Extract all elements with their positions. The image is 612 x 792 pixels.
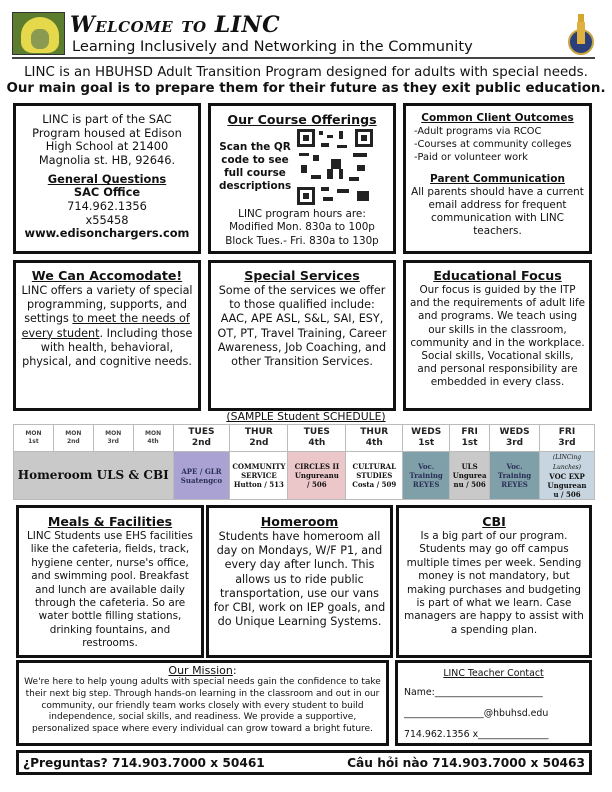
schedule-text: 4th (147, 438, 159, 445)
parent-communication-heading: Parent Communication (430, 173, 565, 185)
about-line: Program housed at Edison (32, 125, 182, 140)
accommodate-emphasis: to meet the needs of every student (21, 312, 190, 340)
schedule-text: MON (145, 430, 162, 437)
schedule-class-cell (173, 452, 230, 500)
hours-modified: Modified Mon. 830a to 100p (229, 221, 375, 234)
footer-bar (16, 750, 592, 775)
schedule-caption: (SAMPLE Student SCHEDULE) (226, 410, 386, 423)
schedule-text: (LINCing Lunches) (552, 454, 582, 471)
schedule-text: Training (497, 471, 532, 480)
schedule-class-cell (288, 452, 346, 500)
schedule-text: MON (25, 430, 42, 437)
office-phone: 714.962.1356 (67, 198, 147, 213)
mission-box (16, 660, 389, 746)
schedule-text: Voc. (418, 462, 435, 471)
schedule-header-cell (133, 425, 173, 452)
accommodate-text: . Including those with health, behavioral, physical, and cognitive needs. (22, 326, 193, 369)
about-line: Magnolia st. HB, 92646. (38, 152, 176, 167)
schedule-text: FRI (558, 427, 576, 437)
parent-communication-text: All parents should have a current email address for frequent communication with LINC teachers. (411, 186, 584, 237)
schedule-header-cell (53, 425, 93, 452)
schedule-text: TUES (188, 427, 215, 437)
schedule-text: APE / GLR (181, 466, 222, 476)
schedule-text: VOC EXP (549, 472, 585, 481)
intro-line-1: LINC is an HBUHSD Adult Transition Program designed for adults with special needs. (24, 65, 588, 80)
about-line: LINC is part of the SAC (42, 112, 172, 126)
schedule-header-cell (346, 425, 403, 452)
schedule-header-cell (450, 425, 490, 452)
trojan-logo (12, 12, 65, 55)
header-divider (12, 57, 595, 59)
schedule-class-cell (540, 452, 595, 500)
schedule-text: THUR (360, 427, 389, 437)
accommodate-box (13, 260, 201, 411)
courses-heading: Our Course Offerings (227, 112, 377, 127)
contact-email-field: _________________@hbuhsd.edu (404, 708, 549, 719)
about-box (13, 103, 201, 254)
schedule-text: TUES (303, 427, 330, 437)
accommodate-text: LINC offers a variety of special programming, supports, and settings (21, 284, 193, 326)
schedule-text: REYES (501, 480, 528, 489)
schedule-class-cell (230, 452, 288, 500)
schedule-class-cell (346, 452, 403, 500)
schedule-header-cell (93, 425, 133, 452)
cbi-box (396, 505, 592, 658)
focus-heading: Educational Focus (433, 268, 562, 283)
office-ext: x55458 (85, 212, 129, 227)
schedule-class-cell (14, 452, 174, 500)
schedule-text: u / 506 (553, 490, 581, 499)
schedule-text: 1st (461, 438, 478, 448)
schedule-header-cell (403, 425, 450, 452)
homeroom-heading: Homeroom (260, 514, 339, 529)
schedule-header-cell (173, 425, 230, 452)
schedule-text: Homeroom ULS & CBI (17, 468, 169, 482)
schedule-text: Suatengco (180, 475, 223, 485)
schedule-text: 2nd (249, 438, 269, 448)
schedule-text: Ungurea (452, 471, 487, 480)
outcome-item: -Paid or volunteer work (414, 152, 528, 163)
schedule-text: WEDS (411, 427, 442, 437)
meals-text: LINC Students use EHS facilities like the cafeteria, fields, track, hygiene center, nurse's office, and swimming pool. Breakfast and lunch are available daily through the cafeteria. So are water bottle filling stations, drinking fountains, and restrooms. (27, 530, 193, 650)
schedule-header-cell (230, 425, 288, 452)
schedule-text: 4th (365, 438, 383, 448)
cbi-text: Is a big part of our program. Students may go off campus multiple times per week. Sending money is not mandatory, but making purchases and budgeting is part of what we learn. Case managers are happy to assist with a spending plan. (404, 530, 584, 636)
schedule-text: FRI (461, 427, 478, 437)
accommodate-heading: We Can Accomodate! (31, 268, 183, 283)
hours-title: LINC program hours are: (238, 208, 366, 220)
schedule-text: THUR (244, 427, 273, 437)
schedule-text: Ungureanu (294, 471, 339, 480)
schedule-text: nu / 506 (453, 480, 486, 489)
schedule-text: MON (105, 430, 122, 437)
schedule-text: WEDS (499, 427, 530, 437)
schedule-text: COMMUNITY (232, 462, 286, 471)
outcomes-box (403, 103, 592, 254)
qr-code-icon[interactable] (297, 129, 373, 205)
schedule-text: STUDIES (356, 471, 393, 480)
schedule-text: 4th (308, 438, 326, 448)
schedule-text: 3rd (558, 438, 576, 448)
homeroom-text: Students have homeroom all day on Mondays, W/F P1, and every day after lunch. This allows us to ride public transportation, use our vans for CBI, work on IEP goals, and do Unique Learning Systems. (213, 530, 386, 629)
courses-box (208, 103, 396, 254)
homeroom-box (206, 505, 393, 658)
schedule-text: Hutton / 513 (233, 480, 284, 489)
schedule-text: Training (409, 471, 443, 480)
schedule-text: / 506 (307, 480, 327, 489)
cbi-heading: CBI (482, 514, 506, 529)
office-name: SAC Office (73, 185, 141, 200)
schedule-class-cell (450, 452, 490, 500)
services-box (208, 260, 396, 411)
schedule-class-cell (403, 452, 450, 500)
schedule-text: 3rd (107, 438, 119, 445)
schedule-text: 2nd (191, 438, 212, 448)
contact-phone-field: 714.962.1356 x_______________ (404, 729, 549, 740)
teacher-contact-box (395, 660, 592, 746)
vietnamese-line: Câu hỏi nào 714.903.7000 x 50463 (347, 755, 585, 770)
schedule-text: MON (65, 430, 82, 437)
mission-colon: : (232, 664, 237, 677)
schedule-header-cell (540, 425, 595, 452)
meals-box (16, 505, 204, 658)
schedule-text: REYES (412, 480, 440, 489)
schedule-header-cell (288, 425, 346, 452)
schedule-header-cell (14, 425, 54, 452)
schedule-text: Voc. (506, 462, 523, 471)
schedule-text: SERVICE (241, 471, 277, 480)
website-link[interactable]: www.edisonchargers.com (24, 226, 190, 241)
focus-box (403, 260, 592, 411)
spanish-line: ¿Preguntas? 714.903.7000 x 50461 (23, 755, 265, 770)
schedule-text: 1st (418, 438, 435, 448)
intro-line-2: Our main goal is to prepare them for their future as they exit public education. (6, 81, 606, 96)
schedule-text: 1st (28, 438, 39, 445)
schedule-text: CULTURAL (352, 462, 397, 471)
general-questions-heading: General Questions (47, 172, 167, 187)
schedule-text: 3rd (505, 438, 524, 448)
meals-heading: Meals & Facilities (47, 514, 173, 529)
about-line: High School at 21400 (45, 139, 169, 154)
contact-name-field: Name:_______________________ (404, 687, 543, 698)
schedule-text: CIRCLES II (294, 462, 340, 471)
page-title: Welcome to LINC (70, 12, 281, 38)
hours-block: Block Tues.- Fri. 830a to 130p (225, 234, 379, 247)
schedule-text: Costa / 509 (352, 480, 397, 489)
mission-text: We're here to help young adults with special needs gain the confidence to take their next big step. Through hands-on learning in the classroom and out in our community, our friendly team works closely with every student to build independence, social skills, and readiness. We provide a supportive, personalized space where every individual can grow toward a bright future. (24, 677, 381, 735)
services-text: Some of the services we offer to those qualified include: AAC, APE ASL, S&L, SAI, ESY, OT, PT, Travel Training, Career Awareness, Job Coaching, and other Transition Services. (217, 284, 387, 369)
schedule-text: ULS (461, 462, 478, 471)
schedule-class-cell (490, 452, 540, 500)
outcome-item: -Courses at community colleges (414, 139, 572, 150)
page-subtitle: Learning Inclusively and Networking in the Community (72, 38, 473, 55)
outcomes-heading: Common Client Outcomes (421, 112, 574, 124)
contact-heading: LINC Teacher Contact (443, 668, 544, 679)
schedule-table (13, 424, 595, 500)
qr-instructions: Scan the QR code to see full course descriptions (219, 141, 292, 192)
schedule-text: Ungurean (547, 481, 587, 490)
schedule-header-cell (490, 425, 540, 452)
district-emblem-icon (566, 12, 596, 56)
outcome-item: -Adult programs via RCOC (414, 126, 542, 137)
focus-text: Our focus is guided by the ITP and the requirements of adult life and programs. We teach using our skills in the classroom, community and in the workplace. Social skills, Vocational skills, and personal responsibility are embedded in every class. (410, 284, 585, 389)
services-heading: Special Services (244, 268, 360, 283)
mission-heading: Our Mission (168, 664, 233, 677)
schedule-text: 2nd (66, 438, 80, 445)
